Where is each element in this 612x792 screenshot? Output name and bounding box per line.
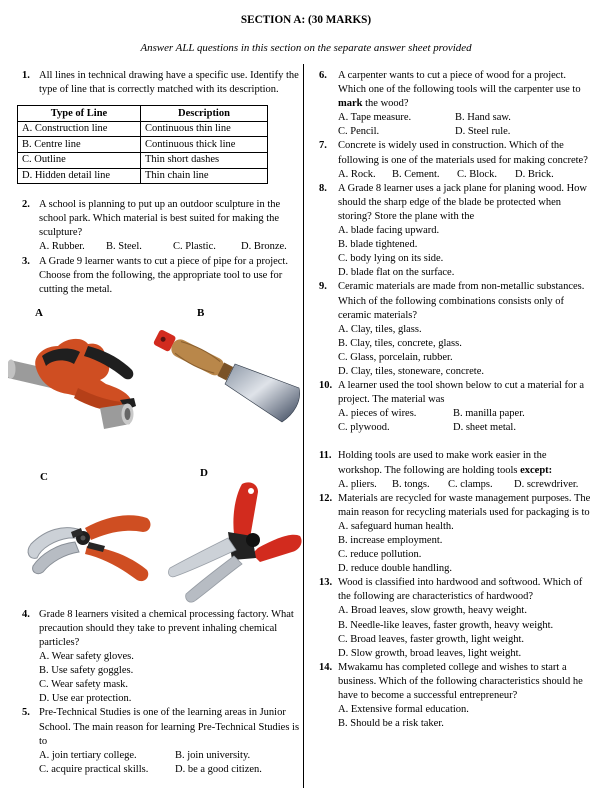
- question-9: [319, 280, 591, 379]
- option: D. be a good citizen.: [175, 763, 262, 775]
- table-row: [18, 121, 268, 137]
- question-6: [319, 69, 591, 139]
- option: A. blade facing upward.: [338, 225, 440, 237]
- option: D. Bronze.: [241, 241, 287, 253]
- question-text-bold: except:: [520, 464, 553, 476]
- option: B. Use safety goggles.: [39, 665, 134, 677]
- option: C. reduce pollution.: [338, 549, 422, 561]
- question-number: 14.: [319, 661, 333, 673]
- option: B. Hand saw.: [455, 112, 511, 124]
- question-text: Materials are recycled for waste management purposes. The main reason for recycling materials used for packaging is to: [338, 492, 591, 518]
- question-12: [319, 492, 591, 577]
- options-list: [338, 224, 591, 280]
- option: A. Rock.: [338, 168, 376, 180]
- option: B. Cement.: [392, 168, 440, 180]
- question-text: Mwakamu has completed college and wishes to start a business. Which of the following characteristics should he have to become a successful entrepreneur?: [338, 661, 583, 702]
- question-13: [319, 576, 591, 661]
- right-column: [319, 69, 591, 731]
- question-number: 6.: [319, 70, 327, 81]
- option: A. pieces of wires.: [338, 408, 417, 420]
- options-list: [338, 604, 591, 660]
- left-column: [22, 69, 302, 777]
- option: A. Clay, tiles, glass.: [338, 323, 422, 335]
- table-cell: A. Construction line: [18, 121, 141, 137]
- question-number: 13.: [319, 577, 333, 589]
- option: B. Clay, tiles, concrete, glass.: [338, 337, 462, 349]
- option: C. acquire practical skills.: [39, 763, 149, 775]
- option: D. reduce double handling.: [338, 563, 453, 575]
- question-8: [319, 182, 591, 281]
- question-text: A school is planning to put up an outdoor sculpture in the school park. Which material is best suited for making the sculpture?: [39, 199, 281, 239]
- option: A. Extensive formal education.: [338, 704, 469, 716]
- question-4: [22, 608, 302, 707]
- table-row: [18, 152, 268, 168]
- table-header-row: [18, 106, 268, 122]
- option: D. Brick.: [515, 168, 554, 180]
- option: B. join university.: [175, 749, 251, 761]
- options-list: [338, 478, 591, 492]
- options-list: [338, 407, 591, 435]
- option: B. blade tightened.: [338, 239, 418, 251]
- option: C. Plastic.: [173, 241, 216, 253]
- option: D. sheet metal.: [453, 422, 516, 434]
- table-cell: B. Centre line: [18, 137, 141, 153]
- line-type-table: [17, 105, 268, 184]
- option: A. pliers.: [338, 478, 377, 490]
- question-number: 9.: [319, 281, 327, 293]
- question-number: 3.: [22, 255, 30, 267]
- table-row: [18, 168, 268, 184]
- option: D. Slow growth, broad leaves, light weight.: [338, 647, 522, 659]
- question-1: [22, 69, 302, 97]
- options-list: [338, 168, 591, 182]
- option: B. Should be a risk taker.: [338, 718, 444, 730]
- question-10: [319, 379, 591, 435]
- option: B. tongs.: [392, 478, 430, 490]
- option: D. Steel rule.: [455, 126, 511, 138]
- tool-b-scraper-image: [142, 326, 304, 438]
- question-11: [319, 449, 591, 491]
- option: B. Steel.: [106, 241, 142, 253]
- option: D. Use ear protection.: [39, 693, 132, 705]
- question-number: 7.: [319, 140, 327, 152]
- question-text: Wood is classified into hardwood and softwood. Which of the following are characteristics of hardwood?: [338, 577, 583, 603]
- options-list: [39, 650, 302, 706]
- question-2: [22, 198, 302, 254]
- options-list: [338, 520, 591, 576]
- question-text: Ceramic materials are made from non-metallic substances. Which of the following combinations consists only of ceramic materials?: [338, 281, 585, 321]
- option: D. blade flat on the surface.: [338, 267, 455, 279]
- tool-d-tin-snips-image: [156, 476, 304, 606]
- question-7: [319, 139, 591, 181]
- options-list: [39, 240, 302, 254]
- question-text: Pre-Technical Studies is one of the learning areas in Junior School. The main reason for learning Pre-Technical Studies is to: [39, 707, 300, 747]
- option: A. Rubber.: [39, 241, 85, 253]
- option: B. increase employment.: [338, 535, 443, 546]
- question-number: 8.: [319, 182, 327, 194]
- table-cell: D. Hidden detail line: [18, 168, 141, 184]
- option: C. body lying on its side.: [338, 253, 444, 265]
- question-number: 10.: [319, 380, 333, 392]
- question-text: Concrete is widely used in construction. Which of the following is one of the materials used for making concrete?: [338, 140, 588, 166]
- question-3-figures: [8, 300, 308, 608]
- option: C. Glass, porcelain, rubber.: [338, 351, 453, 363]
- option: C. Block.: [457, 168, 497, 180]
- question-text-part: Holding tools are used to make work easier in the workshop. The following are holding tools: [338, 450, 547, 476]
- option: A. Wear safety gloves.: [39, 651, 134, 663]
- question-text: A Grade 8 learner uses a jack plane for planing wood. How should the sharp edge of the blade be protected when storing? Store the plane with the: [338, 182, 588, 222]
- table-cell: Continuous thin line: [141, 121, 268, 137]
- options-list: [338, 111, 591, 139]
- question-number: 5.: [22, 707, 30, 719]
- option: A. join tertiary college.: [39, 749, 137, 761]
- option: A. Broad leaves, slow growth, heavy weight.: [338, 605, 527, 617]
- question-text: All lines in technical drawing have a specific use. Identify the type of line that is correctly matched with its description.: [39, 70, 299, 96]
- option: C. Broad leaves, faster growth, light weight.: [338, 633, 525, 645]
- options-list: [338, 323, 591, 379]
- option: C. Pencil.: [338, 126, 380, 138]
- question-number: 1.: [22, 70, 30, 81]
- table-cell: C. Outline: [18, 152, 141, 168]
- question-number: 2.: [22, 199, 30, 211]
- question-14: [319, 661, 591, 731]
- figure-label-a: A: [35, 306, 43, 319]
- figure-label-d: D: [200, 466, 208, 479]
- table-row: [18, 137, 268, 153]
- option: C. plywood.: [338, 422, 390, 434]
- question-text: [338, 449, 591, 477]
- question-text: A Grade 9 learner wants to cut a piece of pipe for a project. Choose from the following, the appropriate tool to use for cutting the metal.: [39, 255, 288, 295]
- table-cell: Thin short dashes: [141, 152, 268, 168]
- tool-c-pruning-shears-image: [11, 486, 161, 598]
- option: C. Wear safety mask.: [39, 679, 129, 691]
- option: C. clamps.: [448, 478, 493, 490]
- figure-label-b: B: [197, 306, 205, 319]
- option: B. manilla paper.: [453, 408, 525, 420]
- question-text: Grade 8 learners visited a chemical processing factory. What precaution should they take to prevent inhaling chemical particles?: [39, 608, 294, 648]
- question-text: A learner used the tool shown below to cut a material for a project. The material was: [338, 380, 585, 406]
- question-text: [338, 69, 591, 111]
- figure-label-c: C: [40, 470, 48, 483]
- section-instruction: Answer ALL questions in this section on the separate answer sheet provided: [140, 42, 472, 54]
- question-number: 11.: [319, 450, 332, 462]
- question-3: [22, 255, 302, 297]
- options-list: [39, 749, 302, 777]
- options-list: [338, 703, 591, 731]
- question-text-part: A carpenter wants to cut a piece of wood for a project. Which one of the following tools will the carpenter use to: [338, 70, 581, 96]
- question-number: 4.: [22, 608, 30, 620]
- question-text-bold: mark: [338, 98, 363, 110]
- question-5: [22, 706, 302, 776]
- table-cell: Thin chain line: [141, 168, 268, 184]
- question-text-part: the wood?: [362, 98, 409, 110]
- option: D. screwdriver.: [514, 478, 579, 490]
- table-cell: Continuous thick line: [141, 137, 268, 153]
- question-number: 12.: [319, 492, 333, 504]
- table-header: Description: [141, 106, 268, 122]
- option: D. Clay, tiles, stoneware, concrete.: [338, 365, 484, 377]
- option: A. Tape measure.: [338, 112, 412, 124]
- option: A. safeguard human health.: [338, 520, 454, 532]
- section-title: SECTION A: (30 MARKS): [240, 14, 372, 26]
- table-header: Type of Line: [18, 106, 141, 122]
- tool-a-pipe-cutter-image: [8, 326, 138, 434]
- option: B. Needle-like leaves, faster growth, heavy weight.: [338, 619, 554, 631]
